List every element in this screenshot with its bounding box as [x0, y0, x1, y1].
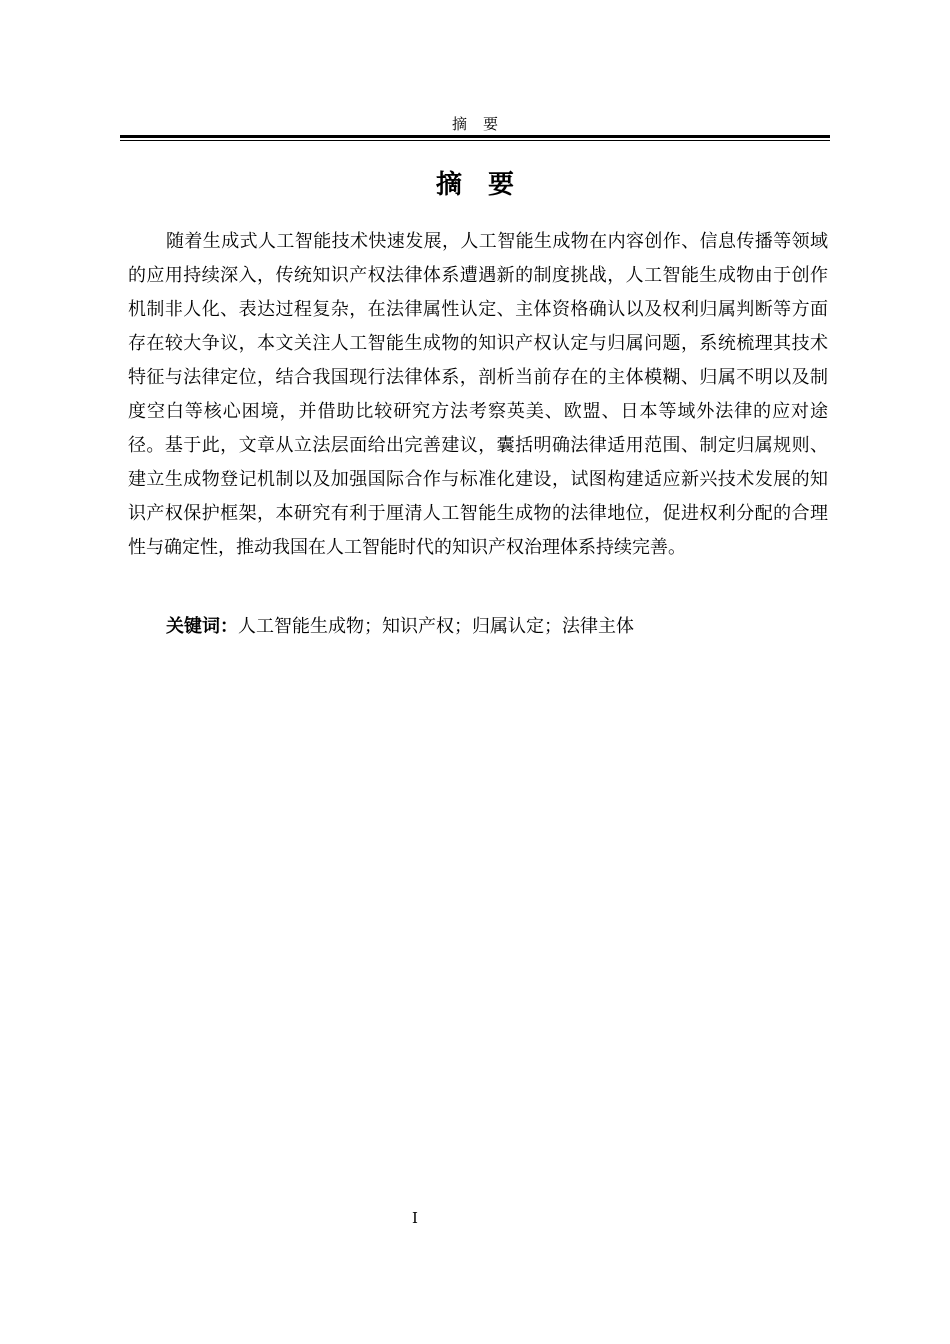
- keywords-line: [166, 610, 826, 644]
- header-rule-thick: [120, 135, 830, 138]
- abstract-body: 随着生成式人工智能技术快速发展，人工智能生成物在内容创作、信息传播等领域的应用持续深入，传统知识产权法律体系遭遇新的制度挑战，人工智能生成物由于创作机制非人化、表达过程复杂，在法律属性认定、主体资格确认以及权利归属判断等方面存在较大争议，本文关注人工智能生成物的知识产权认定与归属问题，系统梳理其技术特征与法律定位，结合我国现行法律体系，剖析当前存在的主体模糊、归属不明以及制度空白等核心困境，并借助比较研究方法考察英美、欧盟、日本等域外法律的应对途径。基于此，文章从立法层面给出完善建议，囊括明确法律适用范围、制定归属规则、建立生成物登记机制以及加强国际合作与标准化建设，试图构建适应新兴技术发展的知识产权保护框架，本研究有利于厘清人工智能生成物的法律地位，促进权利分配的合理性与确定性，推动我国在人工智能时代的知识产权治理体系持续完善。: [128, 231, 828, 558]
- page-title: 摘要: [435, 170, 540, 200]
- keywords-label: 关键词：: [166, 616, 238, 637]
- page-number: I: [412, 1209, 418, 1227]
- header-rule-thin: [120, 140, 830, 141]
- keywords-value: 人工智能生成物；知识产权；归属认定；法律主体: [238, 616, 634, 637]
- running-header: 摘要: [451, 115, 514, 133]
